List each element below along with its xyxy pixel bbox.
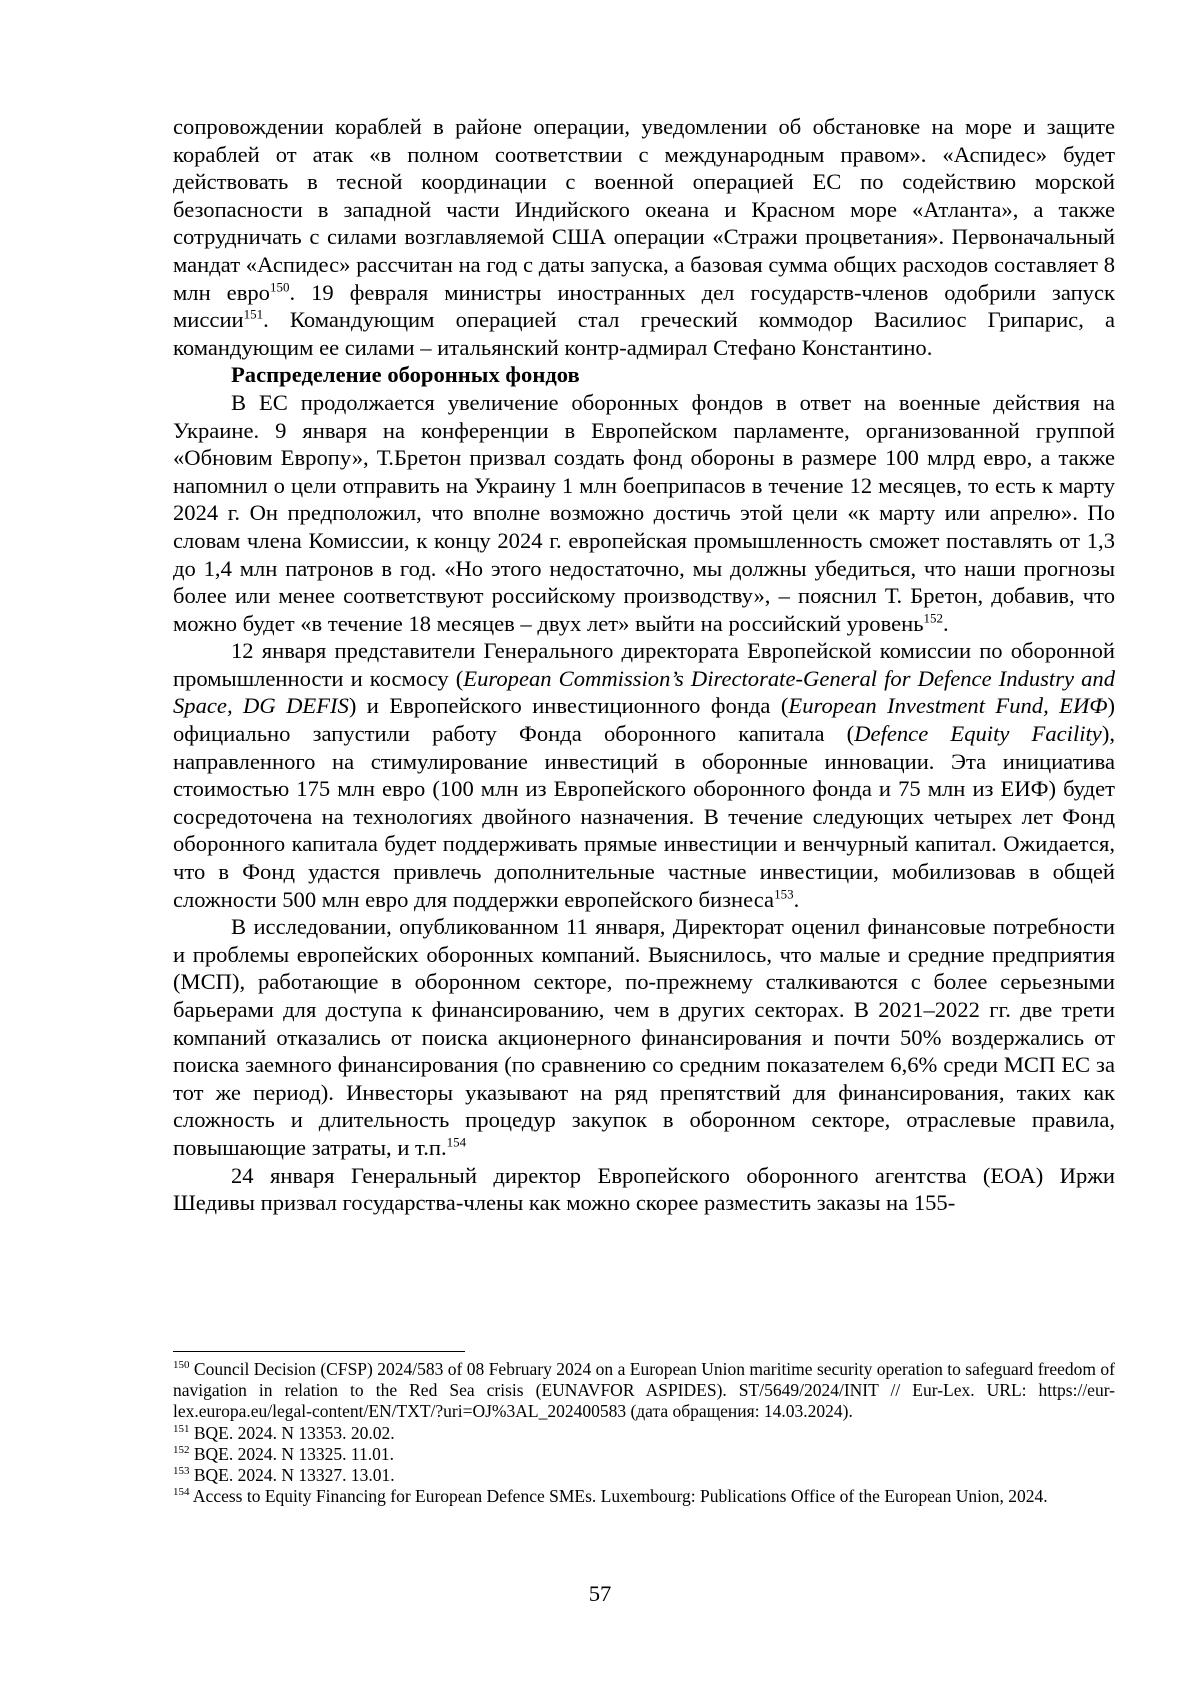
- paragraph-text: 24 января Генеральный директор Европейского оборонного агентства (ЕОА) Иржи Шедивы призвал государства-члены как можно скорее разместить заказы на 155-: [173, 1162, 1115, 1216]
- page-body: [173, 113, 1115, 1217]
- italic-term: European Commission’s Directorate-General for Defence Industry and Space, DG DEFIS: [173, 665, 1115, 719]
- footnote-154: [173, 1486, 1115, 1507]
- paragraph-text: . Командующим операцией стал греческий коммодор Василиос Грипарис, а командующим ее силами – итальянский контр-адмирал Стефано Константино.: [173, 307, 1115, 360]
- page-number: 57: [588, 1581, 612, 1606]
- footnote-separator: [173, 1351, 465, 1352]
- paragraph-sme-study: [173, 913, 1115, 1161]
- paragraph-eda-orders: [173, 1162, 1115, 1217]
- paragraph-text: В ЕС продолжается увеличение оборонных фондов в ответ на военные действия на Украине. 9 января на конференции в Европейском парламенте, организованной группой «Обновим Европу», Т.Бретон призвал создать фонд обороны в размере 100 млрд евро, а также напомнил о цели отправить на Украину 1 млн боеприпасов в течение 12 месяцев, то есть к марту 2024 г. Он предположил, что вполне возможно достичь этой цели «к марту или апрелю». По словам члена Комиссии, к концу 2024 г. европейская промышленность сможет поставлять от 1,3 до 1,4 млн патронов в год. «Но этого недостаточно, мы должны убедиться, что наши прогнозы более или менее соответствуют российскому производству», – пояснил Т. Бретон, добавив, что можно будет «в течение 18 месяцев – двух лет» выйти на российский уровень: [173, 389, 1115, 636]
- footnote-ref: 150: [269, 279, 290, 295]
- paragraph-defence-funds-intro: [173, 389, 1115, 637]
- footnote-ref: 152: [923, 610, 944, 626]
- italic-term: European Investment Fund, ЕИФ: [788, 693, 1108, 719]
- italic-term: Defence Equity Facility: [854, 721, 1102, 747]
- paragraph-text: ), направленного на стимулирование инвестиций в оборонные инновации. Эта инициатива стоимостью 175 млн евро (100 млн из Европейского оборонного фонда и 75 млн из ЕИФ) будет сосредоточена на технологиях двойного назначения. В течение следующих четырех лет Фонд оборонного капитала будет поддерживать прямые инвестиции и венчурный капитал. Ожидается, что в Фонд удастся привлечь дополнительные частные инвестиции, мобилизовав в общей сложности 500 млн евро для поддержки европейского бизнеса: [173, 721, 1115, 912]
- footnote-ref: 154: [446, 1134, 467, 1150]
- footnote-number: 153: [173, 1465, 190, 1478]
- footnote-number: 154: [173, 1486, 190, 1499]
- footnotes: [173, 1359, 1115, 1507]
- footnote-text: BQE. 2024. N 13353. 20.02.: [189, 1422, 395, 1443]
- footnote-152: [173, 1444, 1115, 1465]
- paragraph-text: .: [793, 886, 800, 912]
- footnote-text: Council Decision (CFSP) 2024/583 of 08 February 2024 on a European Union maritime security operation to safeguard freedom of navigation in relation to the Red Sea crisis (EUNAVFOR ASPIDES). ST/5649/2024/INIT // Eur-Lex. URL: https://eur-lex.europa.eu/legal-content/EN/TXT/?uri=OJ%3AL_202400583 (дата обращения: 14.03.2024).: [173, 1359, 1115, 1422]
- section-heading: Распределение оборонных фондов: [231, 362, 580, 388]
- footnote-number: 152: [173, 1443, 190, 1456]
- paragraph-text: 12 января представители Генерального директората Европейской комиссии по оборонной промышленности и космосу (: [173, 638, 1115, 691]
- paragraph-text: ) и Европейского инвестиционного фонда (: [348, 693, 789, 719]
- paragraph-defence-equity-facility: [173, 637, 1115, 913]
- paragraph-text: ) официально запустили работу Фонда оборонного капитала (: [173, 693, 1116, 747]
- paragraph-text: .: [943, 610, 949, 636]
- paragraph-text: . 19 февраля министры иностранных дел государств-членов одобрили запуск миссии: [173, 279, 1115, 333]
- footnote-text: BQE. 2024. N 13327. 13.01.: [189, 1465, 395, 1486]
- paragraph-text: сопровождении кораблей в районе операции, уведомлении об обстановке на море и защите кораблей от атак «в полном соответствии с международным правом». «Аспидес» будет действовать в тесной координации с военной операцией ЕС по содействию морской безопасности в западной части Индийского океана и Красном море «Атланта», а также сотрудничать с силами возглавляемой США операции «Стражи процветания». Первоначальный мандат «Аспидес» рассчитан на год с даты запуска, а базовая сумма общих расходов составляет 8 млн евро: [173, 114, 1115, 305]
- footnote-ref: 151: [243, 306, 264, 322]
- paragraph-aspides-continued: [173, 113, 1115, 361]
- footnote-ref: 153: [774, 886, 794, 902]
- footnote-number: 150: [173, 1359, 190, 1372]
- footnote-153: [173, 1465, 1115, 1486]
- footnote-151: [173, 1423, 1115, 1444]
- paragraph-text: В исследовании, опубликованном 11 января, Директорат оценил финансовые потребности и проблемы европейских оборонных компаний. Выяснилось, что малые и средние предприятия (МСП), работающие в оборонном секторе, по-прежнему сталкиваются с более серьезными барьерами для доступа к финансированию, чем в других секторах. В 2021–2022 гг. две трети компаний отказались от поиска акционерного финансирования и почти 50% воздержались от поиска заемного финансирования (по сравнению со средним показателем 6,6% среди МСП ЕС за тот же период). Инвесторы указывают на ряд препятствий для финансирования, таких как сложность и длительность процедур закупок в оборонном секторе, отраслевые правила, повышающие затраты, и т.п.: [173, 914, 1115, 1160]
- footnote-text: BQE. 2024. N 13325. 11.01.: [189, 1443, 394, 1464]
- footnote-text: Access to Equity Financing for European Defence SMEs. Luxembourg: Publications Office of the European Union, 2024.: [189, 1486, 1048, 1507]
- footnote-150: [173, 1359, 1115, 1423]
- footnote-number: 151: [173, 1422, 190, 1435]
